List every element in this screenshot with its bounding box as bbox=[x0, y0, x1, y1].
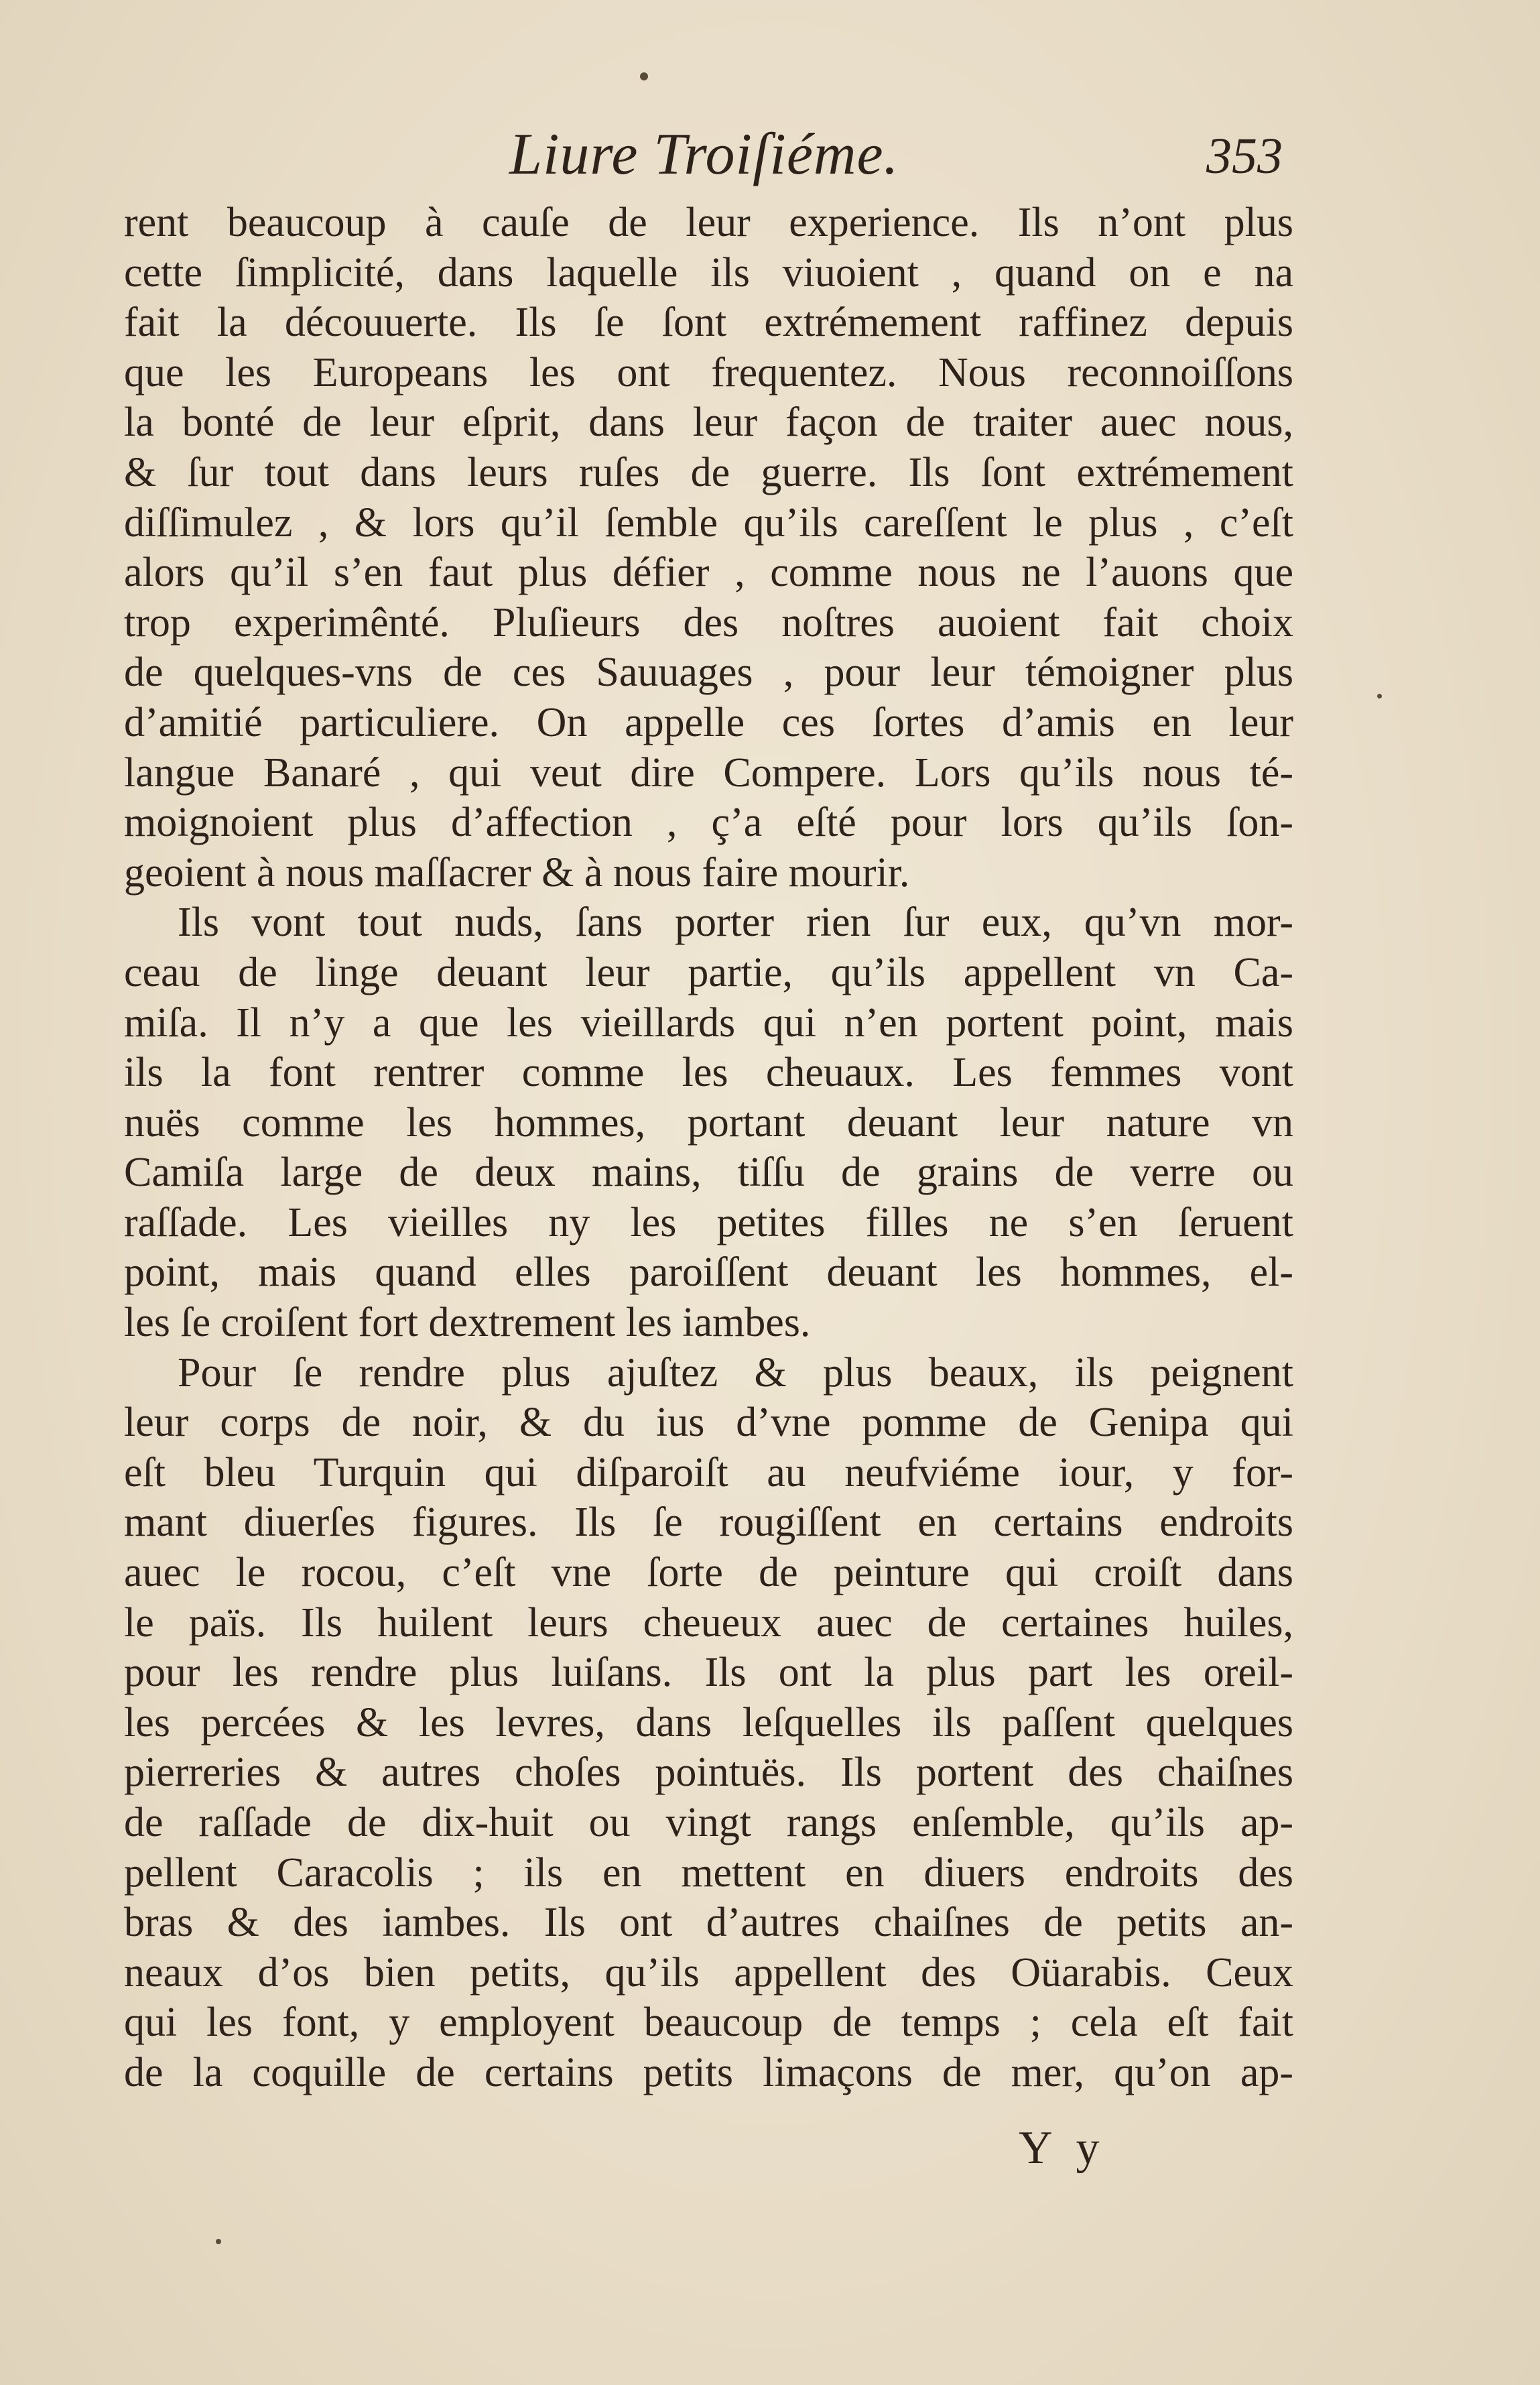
text-line: point, mais quand elles paroiſſent deuant les hommes, el- bbox=[124, 1249, 1293, 1296]
text-line: cette ſimplicité, dans laquelle ils viuoient , quand on e na bbox=[124, 249, 1293, 296]
text-line: bras & des iambes. Ils ont d’autres chaiſnes de petits an- bbox=[124, 1900, 1293, 1946]
text-line: eſt bleu Turquin qui diſparoiſt au neufviéme iour, y for- bbox=[124, 1449, 1293, 1495]
text-line: trop experimênté. Pluſieurs des noſtres auoient fait choix bbox=[124, 599, 1293, 646]
paper-speck bbox=[640, 72, 648, 80]
body-text bbox=[124, 198, 1293, 2115]
text-line: les percées & les levres, dans leſquelles ils paſſent quelques bbox=[124, 1699, 1293, 1746]
text-line: nuës comme les hommes, portant deuant leur nature vn bbox=[124, 1099, 1293, 1146]
paper-speck bbox=[1377, 694, 1382, 698]
text-line: geoient à nous maſſacrer & à nous faire mourir. bbox=[124, 849, 910, 896]
running-title: Liure Troiſiéme. bbox=[509, 122, 899, 187]
text-line: Ils vont tout nuds, ſans porter rien ſur eux, qu’vn mor- bbox=[178, 900, 1293, 946]
text-line: mant diuerſes figures. Ils ſe rougiſſent en certains endroits bbox=[124, 1500, 1293, 1546]
text-line: que les Europeans les ont frequentez. Nous reconnoiſſons bbox=[124, 349, 1293, 395]
text-line: neaux d’os bien petits, qu’ils appellent des Oüarabis. Ceux bbox=[124, 1949, 1293, 1996]
text-line: & ſur tout dans leurs ruſes de guerre. Ils ſont extrémement bbox=[124, 449, 1293, 495]
text-line: alors qu’il s’en faut plus défier , comme nous ne l’auons que bbox=[124, 550, 1293, 596]
text-line: de la coquille de certains petits limaçons de mer, qu’on ap- bbox=[124, 2049, 1293, 2095]
text-line: raſſade. Les vieilles ny les petites filles ne s’en ſeruent bbox=[124, 1199, 1293, 1245]
text-line: de raſſade de dix-huit ou vingt rangs enſemble, qu’ils ap- bbox=[124, 1800, 1293, 1845]
text-line: Pour ſe rendre plus ajuſtez & plus beaux, ils peignent bbox=[178, 1349, 1293, 1396]
page-header bbox=[0, 101, 1540, 194]
text-line: ils la font rentrer comme les cheuaux. Les femmes vont bbox=[124, 1050, 1293, 1096]
text-line: d’amitié particuliere. On appelle ces ſortes d’amis en leur bbox=[124, 699, 1293, 745]
text-line: auec le rocou, c’eſt vne ſorte de peinture qui croiſt dans bbox=[124, 1550, 1293, 1596]
text-line: Camiſa large de deux mains, tiſſu de grains de verre ou bbox=[124, 1150, 1293, 1196]
text-line: de quelques-vns de ces Sauuages , pour leur témoigner plus bbox=[124, 650, 1293, 696]
text-line: langue Banaré , qui veut dire Compere. Lors qu’ils nous té- bbox=[124, 749, 1293, 796]
paper-speck bbox=[216, 2239, 221, 2244]
text-line: qui les font, y employent beaucoup de temps ; cela eſt fait bbox=[124, 2000, 1293, 2046]
text-line: pour les rendre plus luiſans. Ils ont la plus part les oreil- bbox=[124, 1650, 1293, 1696]
page-number: 353 bbox=[1206, 128, 1283, 184]
text-line: le païs. Ils huilent leurs cheueux auec de certaines huiles, bbox=[124, 1599, 1293, 1646]
signature-mark: Y y bbox=[1019, 2122, 1106, 2174]
text-line: pellent Caracolis ; ils en mettent en diuers endroits des bbox=[124, 1849, 1293, 1896]
text-line: ceau de linge deuant leur partie, qu’ils appellent vn Ca- bbox=[124, 949, 1293, 995]
text-line: leur corps de noir, & du ius d’vne pomme de Genipa qui bbox=[124, 1400, 1293, 1446]
text-line: pierreries & autres choſes pointuës. Ils portent des chaiſnes bbox=[124, 1750, 1293, 1796]
text-line: fait la découuerte. Ils ſe ſont extrémement raffinez depuis bbox=[124, 300, 1293, 346]
text-line: les ſe croiſent fort dextrement les iambes. bbox=[124, 1300, 811, 1346]
text-line: miſa. Il n’y a que les vieillards qui n’en portent point, mais bbox=[124, 999, 1293, 1046]
text-line: diſſimulez , & lors qu’il ſemble qu’ils careſſent le plus , c’eſt bbox=[124, 499, 1293, 546]
text-line: rent beaucoup à cauſe de leur experience. Ils n’ont plus bbox=[124, 200, 1293, 245]
text-line: la bonté de leur eſprit, dans leur façon de traiter auec nous, bbox=[124, 400, 1293, 446]
text-line: moignoient plus d’affection , ç’a eſté pour lors qu’ils ſon- bbox=[124, 800, 1293, 846]
